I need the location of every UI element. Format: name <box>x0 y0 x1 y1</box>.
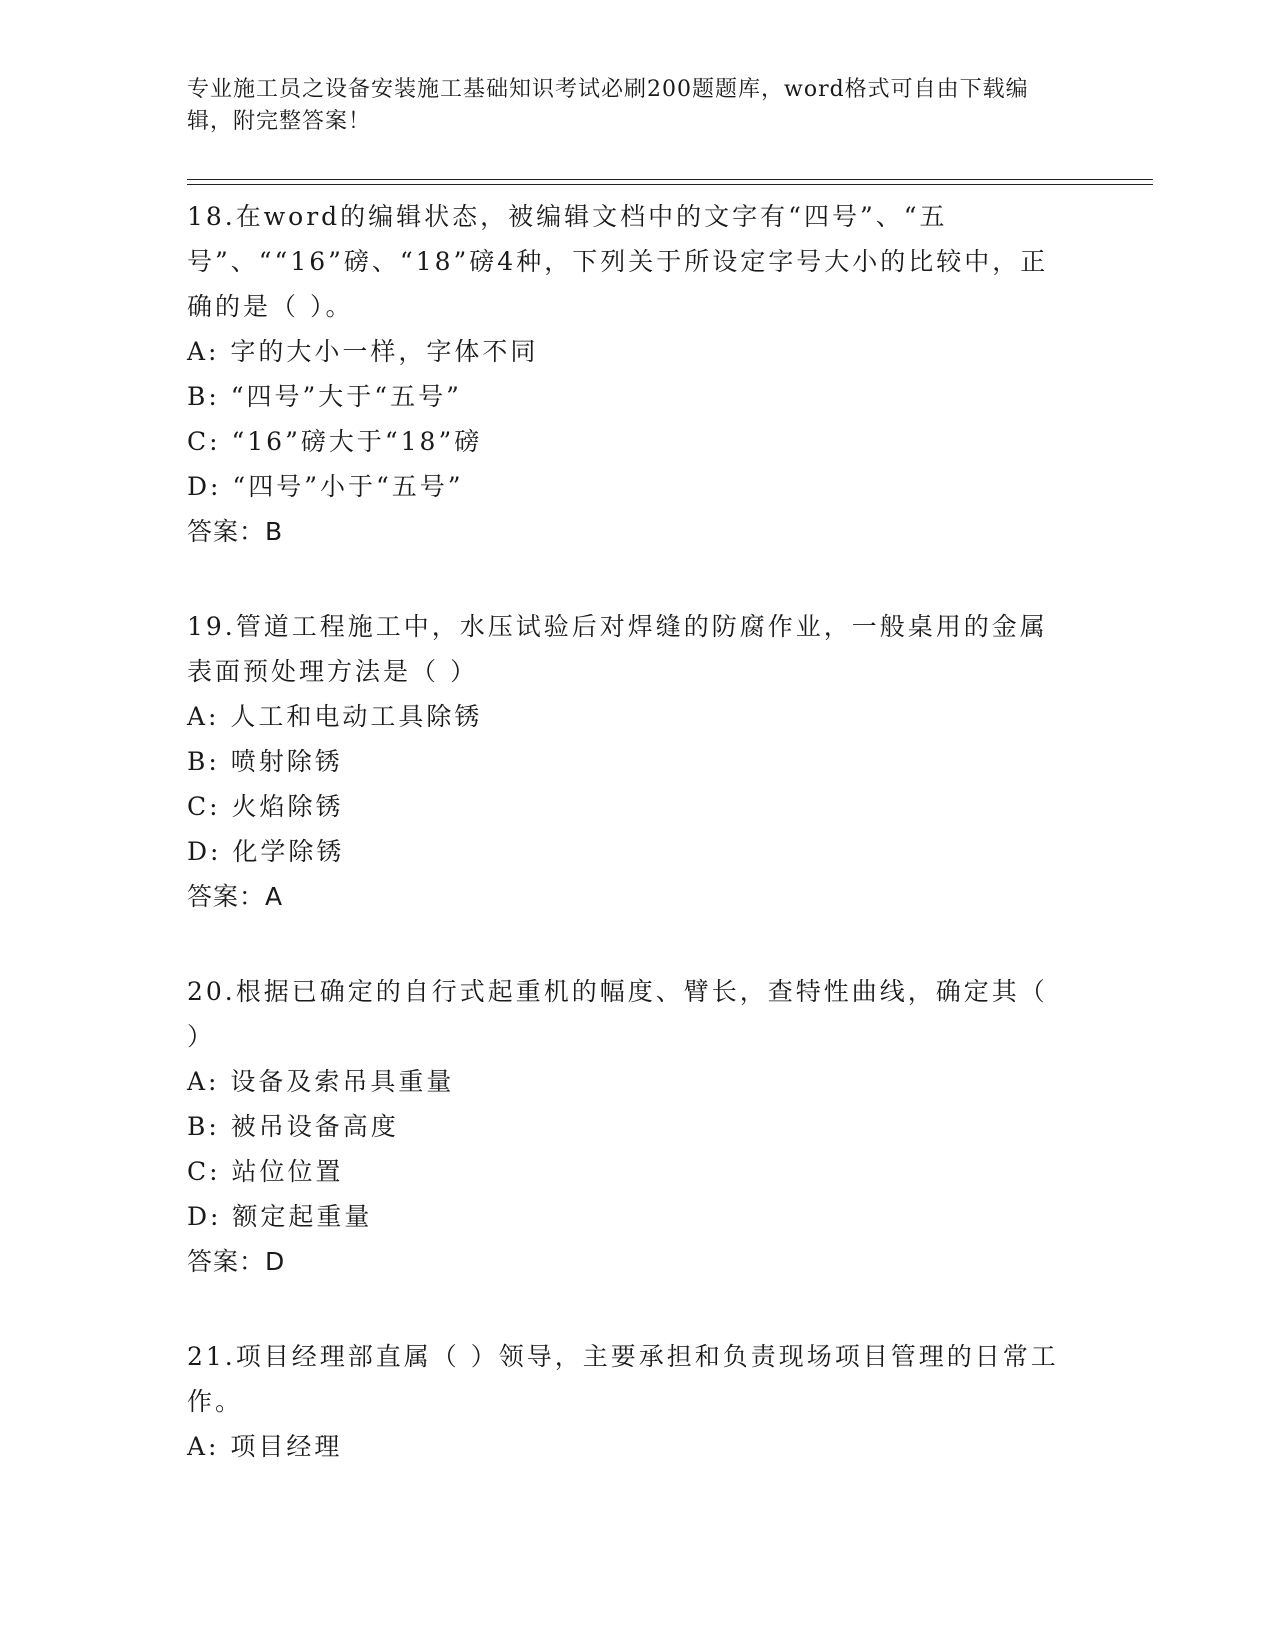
question-list <box>187 190 1067 1469</box>
option-a: A: 项目经理 <box>187 1432 343 1461</box>
spacer <box>187 554 1067 600</box>
option-b: B: “四号”大于“五号” <box>187 382 462 411</box>
answer: 答案：D <box>187 1247 286 1276</box>
option-b: B: 喷射除锈 <box>187 747 343 776</box>
spacer <box>187 1284 1067 1330</box>
option-c: C: “16”磅大于“18”磅 <box>187 427 483 456</box>
answer: 答案：B <box>187 517 284 546</box>
question-20 <box>187 965 1067 1330</box>
question-21 <box>187 1330 1067 1469</box>
option-a: A: 人工和电动工具除锈 <box>187 702 483 731</box>
option-d: D: 化学除锈 <box>187 837 345 866</box>
option-c: C: 火焰除锈 <box>187 792 344 821</box>
spacer <box>187 919 1067 965</box>
header-divider <box>187 179 1153 180</box>
option-d: D: “四号”小于“五号” <box>187 472 464 501</box>
document-header: 专业施工员之设备安装施工基础知识考试必刷200题题库，word格式可自由下载编辑，附完整答案！ <box>187 77 1029 134</box>
question-stem: 18.在word的编辑状态，被编辑文档中的文字有“四号”、“五号”、““16”磅、“18”磅4种，下列关于所设定字号大小的比较中，正确的是（ ）。 <box>187 202 1049 321</box>
option-c: C: 站位位置 <box>187 1157 344 1186</box>
header-divider <box>187 184 1153 185</box>
option-a: A: 字的大小一样，字体不同 <box>187 337 539 366</box>
option-b: B: 被吊设备高度 <box>187 1112 399 1141</box>
question-18 <box>187 190 1067 600</box>
option-a: A: 设备及索吊具重量 <box>187 1067 455 1096</box>
answer: 答案：A <box>187 882 284 911</box>
question-stem: 20.根据已确定的自行式起重机的幅度、臂长，查特性曲线，确定其（ ） <box>187 977 1048 1051</box>
question-stem: 19.管道工程施工中，水压试验后对焊缝的防腐作业，一般桌用的金属表面预处理方法是（ ） <box>187 612 1048 686</box>
option-d: D: 额定起重量 <box>187 1202 373 1231</box>
question-19 <box>187 600 1067 965</box>
question-stem: 21.项目经理部直属（ ）领导，主要承担和负责现场项目管理的日常工作。 <box>187 1342 1059 1416</box>
